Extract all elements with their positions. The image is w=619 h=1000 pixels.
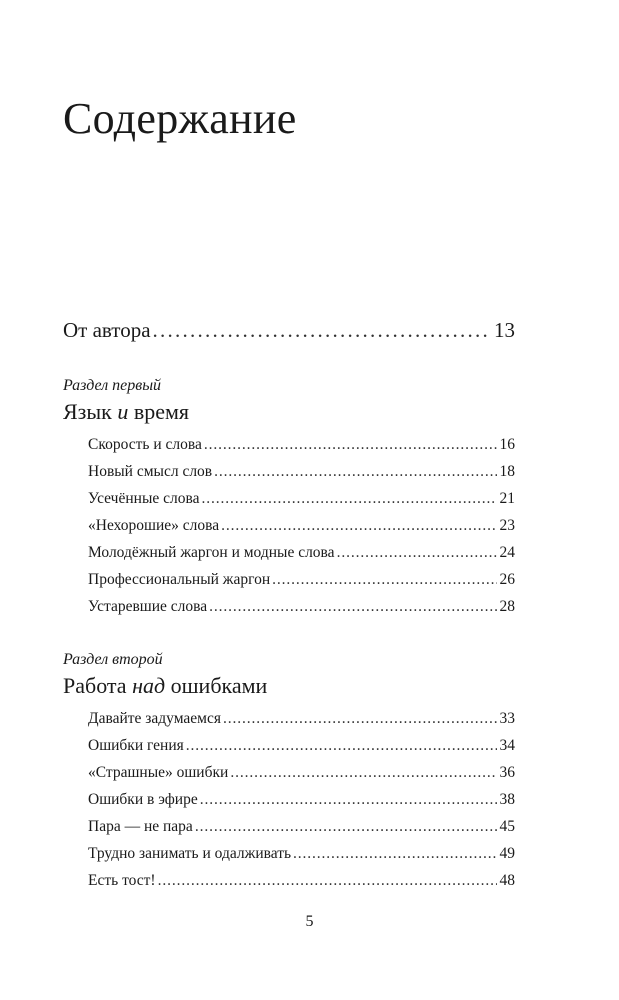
toc-entry[interactable] xyxy=(88,598,515,616)
toc-entry-label: Устаревшие слова xyxy=(88,598,208,615)
toc-entry-label: Ошибки в эфире xyxy=(88,791,198,808)
toc-entry-page: 38 xyxy=(499,791,515,808)
toc-entry[interactable] xyxy=(88,764,515,782)
toc-entry-page: 26 xyxy=(499,571,515,588)
page-number: 5 xyxy=(305,913,314,930)
toc-entry-label: От автора xyxy=(63,318,151,342)
toc-entry-page: 21 xyxy=(499,490,515,507)
toc-entry-page: 49 xyxy=(499,845,515,862)
toc-entry[interactable] xyxy=(88,710,515,728)
dot-leader xyxy=(200,791,497,809)
dot-leader xyxy=(195,818,497,836)
toc-entry-label: «Нехорошие» слова xyxy=(88,517,220,534)
toc-entry[interactable] xyxy=(88,571,515,589)
toc-entry[interactable] xyxy=(88,872,515,890)
toc-entry-label: Молодёжный жаргон и модные слова xyxy=(88,544,335,561)
section-title xyxy=(63,401,189,423)
dot-leader xyxy=(214,463,496,481)
toc-entry-label: Трудно занимать и одалживать xyxy=(88,845,292,862)
dot-leader xyxy=(223,710,497,728)
section-kicker: Раздел второй xyxy=(63,651,163,668)
section-title-part: Язык xyxy=(63,399,118,424)
toc-entry-page: 48 xyxy=(499,872,515,889)
toc-entry[interactable] xyxy=(88,791,515,809)
toc-entry-label: Усечённые слова xyxy=(88,490,200,507)
toc-entry-main[interactable] xyxy=(63,318,515,343)
dot-leader xyxy=(209,598,496,616)
toc-entry-page: 36 xyxy=(499,764,515,781)
section-title-part: ошибками xyxy=(165,673,268,698)
dot-leader xyxy=(272,571,496,589)
toc-entry[interactable] xyxy=(88,490,515,508)
toc-entry-label: Новый смысл слов xyxy=(88,463,213,480)
toc-entry-page: 13 xyxy=(494,318,515,342)
dot-leader xyxy=(186,737,497,755)
toc-entry-label: Пара — не пара xyxy=(88,818,193,835)
dot-leader xyxy=(221,517,496,535)
toc-entry-page: 45 xyxy=(499,818,515,835)
toc-entry[interactable] xyxy=(88,517,515,535)
dot-leader xyxy=(158,872,497,890)
toc-entry-page: 28 xyxy=(499,598,515,615)
toc-entry-label: Давайте задумаемся xyxy=(88,710,221,727)
dot-leader xyxy=(204,436,497,454)
toc-entry-label: «Страшные» ошибки xyxy=(88,764,229,781)
section-title-emphasis: над xyxy=(132,673,166,698)
toc-entry[interactable] xyxy=(88,436,515,454)
toc-entry[interactable] xyxy=(88,463,515,481)
toc-entry[interactable] xyxy=(88,737,515,755)
section-title-part: время xyxy=(128,399,190,424)
section-title-part: Работа xyxy=(63,673,133,698)
toc-entry[interactable] xyxy=(88,544,515,562)
toc-entry-page: 33 xyxy=(499,710,515,727)
toc-entry[interactable] xyxy=(88,845,515,863)
dot-leader xyxy=(201,490,496,508)
page-title: Содержание xyxy=(63,94,297,143)
dot-leader xyxy=(337,544,497,562)
dot-leader xyxy=(153,318,491,343)
dot-leader xyxy=(230,764,496,782)
toc-entry-label: Ошибки гения xyxy=(88,737,184,754)
toc-entry[interactable] xyxy=(88,818,515,836)
toc-entry-label: Скорость и слова xyxy=(88,436,202,453)
toc-entry-page: 34 xyxy=(499,737,515,754)
toc-entry-label: Профессиональный жаргон xyxy=(88,571,271,588)
toc-entry-page: 18 xyxy=(499,463,515,480)
toc-entry-page: 24 xyxy=(499,544,515,561)
section-title xyxy=(63,675,267,697)
section-kicker: Раздел первый xyxy=(63,377,162,394)
section-title-emphasis: и xyxy=(117,399,129,424)
dot-leader xyxy=(293,845,496,863)
toc-entry-page: 16 xyxy=(499,436,515,453)
toc-entry-page: 23 xyxy=(499,517,515,534)
toc-entry-label: Есть тост! xyxy=(88,872,156,889)
